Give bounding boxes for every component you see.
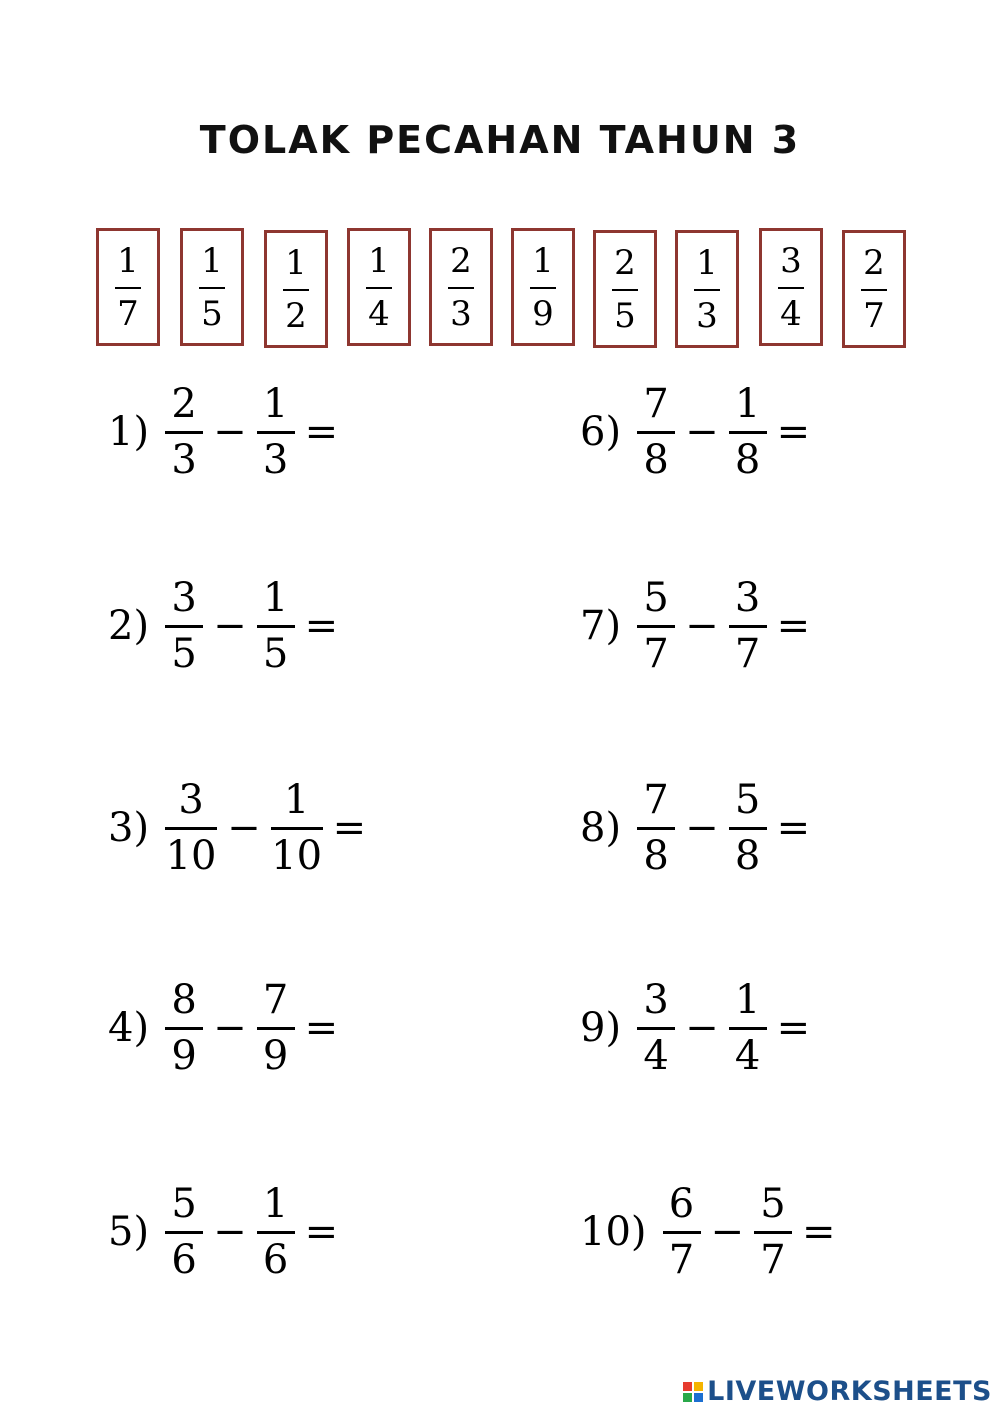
fraction-bar	[165, 1027, 203, 1030]
numerator: 1	[285, 242, 307, 283]
minus-sign: −	[685, 805, 719, 851]
denominator: 3	[171, 437, 197, 483]
fraction	[729, 575, 767, 677]
denominator: 8	[734, 833, 761, 879]
logo-square	[683, 1382, 692, 1391]
minus-sign: −	[685, 1005, 719, 1051]
fraction	[612, 242, 638, 336]
fraction-bar	[366, 287, 392, 289]
fraction	[257, 381, 295, 483]
minus-sign: −	[685, 603, 719, 649]
denominator: 9	[171, 1033, 197, 1079]
denominator: 3	[262, 437, 289, 483]
fraction	[165, 1181, 203, 1283]
equals-sign: =	[776, 603, 811, 649]
fraction	[754, 1181, 792, 1283]
logo-square	[683, 1393, 692, 1402]
answer-drop-zone[interactable]	[342, 402, 462, 462]
fraction-bar	[754, 1231, 792, 1234]
question-1	[108, 372, 462, 492]
fraction-bar	[448, 287, 474, 289]
answer-card[interactable]	[264, 230, 328, 348]
fraction-bar	[271, 827, 323, 830]
answer-card[interactable]	[429, 228, 493, 346]
denominator: 9	[262, 1033, 289, 1079]
denominator: 5	[614, 295, 636, 336]
numerator: 1	[368, 240, 390, 281]
fraction-bar	[663, 1231, 701, 1234]
question-number: 5)	[108, 1209, 150, 1255]
logo-square	[694, 1382, 703, 1391]
numerator: 1	[283, 777, 310, 823]
numerator: 7	[643, 381, 669, 427]
answer-card[interactable]	[511, 228, 575, 346]
question-number: 7)	[580, 603, 622, 649]
fraction-bar	[729, 625, 767, 628]
answer-card[interactable]	[593, 230, 657, 348]
minus-sign: −	[710, 1209, 745, 1255]
numerator: 1	[262, 575, 289, 621]
minus-sign: −	[213, 1005, 247, 1051]
answer-card[interactable]	[675, 230, 739, 348]
denominator: 7	[760, 1237, 786, 1283]
numerator: 3	[171, 575, 197, 621]
numerator: 5	[760, 1181, 786, 1227]
question-number: 6)	[580, 409, 622, 455]
question-number: 9)	[580, 1005, 622, 1051]
equals-sign: =	[304, 603, 339, 649]
denominator: 10	[271, 833, 323, 879]
denominator: 7	[117, 293, 139, 334]
numerator: 1	[734, 381, 761, 427]
fraction-bar	[257, 1231, 295, 1234]
answer-drop-zone[interactable]	[814, 798, 934, 858]
question-6	[580, 372, 934, 492]
fraction-bar	[694, 289, 720, 291]
fraction	[778, 240, 804, 334]
question-10	[580, 1172, 960, 1292]
denominator: 4	[643, 1033, 669, 1079]
question-number: 8)	[580, 805, 622, 851]
fraction	[637, 977, 675, 1079]
fraction-bar	[283, 289, 309, 291]
numerator: 1	[532, 240, 554, 281]
numerator: 2	[614, 242, 636, 283]
numerator: 3	[780, 240, 802, 281]
equals-sign: =	[304, 409, 339, 455]
numerator: 3	[734, 575, 761, 621]
fraction	[729, 777, 767, 879]
numerator: 6	[668, 1181, 695, 1227]
answer-card[interactable]	[759, 228, 823, 346]
answer-drop-zone[interactable]	[342, 596, 462, 656]
minus-sign: −	[213, 603, 247, 649]
liveworksheets-logo-icon	[683, 1382, 703, 1402]
logo-text: LIVEWORKSHEETS	[707, 1376, 992, 1407]
numerator: 1	[262, 1181, 289, 1227]
denominator: 3	[696, 295, 718, 336]
numerator: 5	[734, 777, 761, 823]
fraction	[165, 777, 217, 879]
fraction	[861, 242, 887, 336]
denominator: 7	[643, 631, 669, 677]
denominator: 5	[201, 293, 223, 334]
equals-sign: =	[332, 805, 367, 851]
fraction	[257, 977, 295, 1079]
equals-sign: =	[304, 1005, 339, 1051]
fraction	[165, 977, 203, 1079]
numerator: 2	[863, 242, 885, 283]
question-7	[580, 566, 934, 686]
fraction	[115, 240, 141, 334]
fraction-bar	[778, 287, 804, 289]
fraction	[663, 1181, 701, 1283]
answer-drop-zone[interactable]	[840, 1202, 960, 1262]
denominator: 10	[165, 833, 217, 879]
denominator: 9	[532, 293, 554, 334]
fraction-bar	[199, 287, 225, 289]
equals-sign: =	[776, 805, 811, 851]
fraction-bar	[729, 1027, 767, 1030]
denominator: 7	[668, 1237, 695, 1283]
question-number: 2)	[108, 603, 150, 649]
answer-bank	[0, 0, 1000, 360]
fraction	[637, 381, 675, 483]
fraction	[271, 777, 323, 879]
question-number: 1)	[108, 409, 150, 455]
numerator: 2	[171, 381, 197, 427]
liveworksheets-logo	[683, 1376, 992, 1407]
question-8	[580, 768, 934, 888]
fraction	[165, 575, 203, 677]
question-number: 4)	[108, 1005, 150, 1051]
answer-card[interactable]	[180, 228, 244, 346]
fraction-bar	[729, 431, 767, 434]
fraction	[530, 240, 556, 334]
denominator: 4	[780, 293, 802, 334]
denominator: 4	[734, 1033, 761, 1079]
answer-card[interactable]	[842, 230, 906, 348]
question-2	[108, 566, 462, 686]
denominator: 8	[734, 437, 761, 483]
numerator: 5	[643, 575, 669, 621]
question-4	[108, 968, 462, 1088]
fraction-bar	[257, 1027, 295, 1030]
worksheet-title: TOLAK PECAHAN TAHUN 3	[199, 118, 801, 162]
question-5	[108, 1172, 462, 1292]
denominator: 8	[643, 437, 669, 483]
numerator: 1	[734, 977, 761, 1023]
denominator: 6	[262, 1237, 289, 1283]
question-3	[108, 768, 490, 888]
equals-sign: =	[776, 409, 811, 455]
numerator: 8	[171, 977, 197, 1023]
fraction	[366, 240, 392, 334]
equals-sign: =	[776, 1005, 811, 1051]
fraction	[729, 977, 767, 1079]
answer-drop-zone[interactable]	[342, 998, 462, 1058]
answer-card[interactable]	[96, 228, 160, 346]
denominator: 2	[285, 295, 307, 336]
fraction	[694, 242, 720, 336]
numerator: 1	[117, 240, 139, 281]
fraction-bar	[257, 625, 295, 628]
numerator: 1	[201, 240, 223, 281]
answer-drop-zone[interactable]	[814, 998, 934, 1058]
answer-card[interactable]	[347, 228, 411, 346]
fraction-bar	[612, 289, 638, 291]
denominator: 4	[368, 293, 390, 334]
fraction-bar	[637, 827, 675, 830]
minus-sign: −	[227, 805, 261, 851]
fraction-bar	[637, 431, 675, 434]
numerator: 3	[643, 977, 669, 1023]
fraction-bar	[861, 289, 887, 291]
denominator: 7	[863, 295, 885, 336]
answer-drop-zone[interactable]	[370, 798, 490, 858]
fraction-bar	[637, 1027, 675, 1030]
denominator: 3	[450, 293, 472, 334]
fraction	[283, 242, 309, 336]
numerator: 1	[696, 242, 718, 283]
minus-sign: −	[213, 1209, 247, 1255]
numerator: 3	[178, 777, 204, 823]
fraction	[637, 575, 675, 677]
numerator: 7	[262, 977, 289, 1023]
numerator: 2	[450, 240, 472, 281]
fraction-bar	[637, 625, 675, 628]
denominator: 8	[643, 833, 669, 879]
equals-sign: =	[802, 1209, 836, 1255]
fraction	[637, 777, 675, 879]
fraction-bar	[115, 287, 141, 289]
minus-sign: −	[685, 409, 719, 455]
fraction-bar	[165, 827, 217, 830]
minus-sign: −	[213, 409, 247, 455]
fraction	[199, 240, 225, 334]
denominator: 5	[171, 631, 197, 677]
numerator: 7	[643, 777, 669, 823]
answer-drop-zone[interactable]	[342, 1202, 462, 1262]
numerator: 1	[262, 381, 289, 427]
fraction	[729, 381, 767, 483]
numerator: 5	[171, 1181, 197, 1227]
question-number: 3)	[108, 805, 150, 851]
fraction	[257, 575, 295, 677]
denominator: 6	[171, 1237, 197, 1283]
fraction-bar	[165, 431, 203, 434]
fraction-bar	[165, 1231, 203, 1234]
question-number: 10)	[580, 1209, 647, 1255]
fraction-bar	[530, 287, 556, 289]
denominator: 7	[734, 631, 761, 677]
fraction	[448, 240, 474, 334]
fraction	[257, 1181, 295, 1283]
denominator: 5	[262, 631, 289, 677]
question-9	[580, 968, 934, 1088]
fraction-bar	[165, 625, 203, 628]
fraction-bar	[729, 827, 767, 830]
logo-square	[694, 1393, 703, 1402]
answer-drop-zone[interactable]	[814, 596, 934, 656]
equals-sign: =	[304, 1209, 339, 1255]
answer-drop-zone[interactable]	[814, 402, 934, 462]
fraction	[165, 381, 203, 483]
fraction-bar	[257, 431, 295, 434]
